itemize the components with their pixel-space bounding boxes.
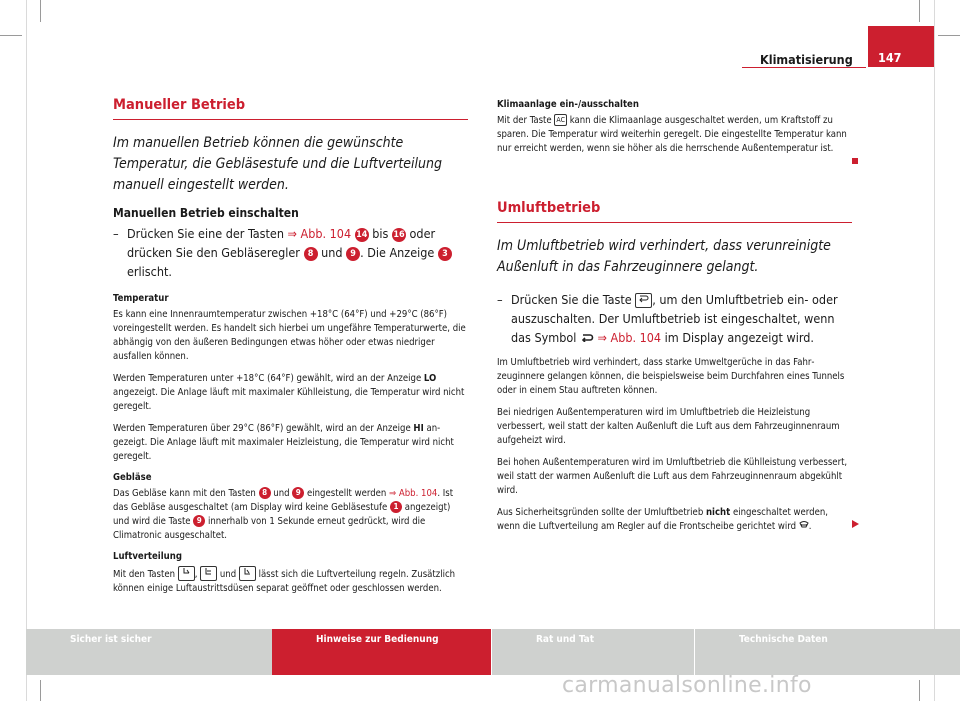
subheading: Manuellen Betrieb einschalten xyxy=(113,206,299,220)
text: Das Gebläse kann mit den Tasten xyxy=(113,488,259,499)
footer-navigation xyxy=(26,629,960,675)
running-header-title: Klimatisierung xyxy=(760,52,853,67)
footer-tab-safety[interactable]: Sicher ist sicher xyxy=(26,629,272,675)
footer-tab-advice[interactable]: Rat und Tat xyxy=(491,629,694,675)
crop-mark xyxy=(40,0,41,22)
ac-key: AC xyxy=(556,116,565,124)
text: und xyxy=(217,569,239,580)
text: Aus Sicherheitsgründen sollte der Umluftbetrieb xyxy=(497,507,706,518)
text: Mit der Taste xyxy=(497,115,555,126)
recirculation-symbol-icon xyxy=(580,330,594,345)
crop-mark xyxy=(938,35,960,36)
fan-paragraph xyxy=(113,487,468,543)
section-end-marker xyxy=(852,158,858,164)
paragraph: Aus Sicherheitsgründen sollte der Umluftbetrieb nicht eingeschaltet werden, wenn die Luftverteilung am Regler auf die Frontscheibe gerichtet wird . xyxy=(497,507,828,532)
air-down-icon xyxy=(239,566,256,581)
section-intro: Im manuellen Betrieb können die gewünschte Temperatur, die Gebläsestufe und die Luftverteilung manuell eingestellt werden. xyxy=(113,135,442,193)
text: oder drücken Sie den Gebläseregler xyxy=(127,226,436,260)
temperature-paragraph-lo xyxy=(113,372,468,414)
crop-mark xyxy=(26,0,27,701)
header-rule xyxy=(742,67,866,68)
footer-tab-technical[interactable]: Technische Daten xyxy=(694,629,960,675)
temperature-paragraph-hi xyxy=(113,422,468,464)
text: eingestellt werden xyxy=(304,488,390,499)
crop-mark xyxy=(934,0,935,701)
callout-number: 3 xyxy=(438,247,452,261)
display-hi: HI xyxy=(413,423,424,434)
text: lässt sich die Luftverteilung regeln. Zusätzlich können einige Luftaustrittsdüsen separat geöffnet oder geschlossen werden. xyxy=(113,569,456,594)
text: innerhalb von 1 Sekunde erneut gedrückt, wird die Climatronic ausgeschaltet. xyxy=(113,516,426,541)
text: . Ist das Gebläse ausgeschaltet (am Display wird keine Gebläsestufe xyxy=(113,488,454,513)
continue-arrow-icon xyxy=(852,520,859,528)
instruction-step xyxy=(113,224,468,281)
text: Werden Temperaturen unter +18°C (64°F) gewählt, wird an der Anzeige xyxy=(113,373,424,384)
right-column xyxy=(497,99,852,534)
paragraph: Im Umluftbetrieb wird verhindert, dass starke Umweltgerüche in das Fahrzeuginnere gelangen können, die beispielsweise beim Durchfahren eines Tunnels oder in einem Stau auftreten können. xyxy=(497,357,845,396)
emphasis: nicht xyxy=(705,507,731,518)
text: , xyxy=(194,569,201,580)
step-dash: – xyxy=(497,292,503,307)
callout-number: 8 xyxy=(304,247,318,261)
text: eingeschaltet werden, wenn die Luftverteilung am Regler auf die Frontscheibe gerichtet wird xyxy=(497,507,828,532)
callout-number: 9 xyxy=(193,515,205,527)
recirculation-key-icon xyxy=(635,293,652,308)
fan-heading: Gebläse xyxy=(113,472,152,483)
text: kann die Klimaanlage ausgeschaltet werden, um Kraftstoff zu sparen. Die Temperatur wird weiterhin geregelt. Die eingestellte Temperatur kann nur erreicht werden, wenn sie höher als die herrschende Außentemperatur ist. xyxy=(497,115,847,154)
callout-number: 1 xyxy=(390,501,402,513)
figure-link[interactable]: ⇒ Abb. 104 xyxy=(287,226,352,241)
text: angezeigt. Die Anlage läuft mit maximaler Heizleistung, die Temperatur wird nicht geregelt. xyxy=(113,423,454,462)
text: angezeigt) und wird die Taste xyxy=(113,502,451,527)
crop-mark xyxy=(0,35,22,36)
text: erlischt. xyxy=(127,264,172,279)
crop-mark xyxy=(919,0,920,22)
callout-number: 14 xyxy=(356,230,368,240)
crop-mark xyxy=(919,680,920,701)
figure-link[interactable]: ⇒ Abb. 104 xyxy=(389,488,438,499)
paragraph: Bei hohen Außentemperaturen wird im Umluftbetrieb die Kühlleistung verbessert, weil statt der warmen Außenluft die Luft aus dem Fahrzeuginnenraum abgekühlt wird. xyxy=(497,457,848,496)
page-number: 147 xyxy=(868,26,934,67)
air-middle-icon xyxy=(200,566,217,581)
section-heading: Manueller Betrieb xyxy=(113,97,468,120)
display-lo: LO xyxy=(423,373,437,384)
section-intro: Im Umluftbetrieb wird verhindert, dass verunreinigte Außenluft in das Fahrzeuginnere gelangt. xyxy=(497,238,831,275)
crop-mark xyxy=(40,680,41,701)
windscreen-icon xyxy=(799,521,809,532)
footer-tab-operation[interactable]: Hinweise zur Bedienung xyxy=(272,629,491,675)
text: angezeigt. Die Anlage läuft mit maximaler Kühlleistung, die Temperatur wird nicht geregelt. xyxy=(113,387,465,412)
temperature-heading: Temperatur xyxy=(113,293,169,304)
text: Drücken Sie die Taste xyxy=(511,292,636,307)
ac-heading: Klimaanlage ein-/ausschalten xyxy=(497,99,639,110)
text: bis xyxy=(368,226,392,241)
air-distribution-paragraph xyxy=(113,566,468,596)
air-up-icon xyxy=(178,566,195,581)
text: . Die Anzeige xyxy=(360,245,438,260)
text: Drücken Sie eine der Tasten xyxy=(127,226,288,241)
text: Mit den Tasten xyxy=(113,569,178,580)
left-column xyxy=(113,97,468,596)
section-heading: Umluftbetrieb xyxy=(497,200,852,223)
paragraph: Bei niedrigen Außentemperaturen wird im Umluftbetrieb die Heizleistung verbessert, weil statt der kalten Außenluft die Luft aus dem Fahrzeuginnenraum aufgeheizt wird. xyxy=(497,407,840,446)
callout-number: 9 xyxy=(346,247,360,261)
ac-paragraph xyxy=(497,114,852,156)
instruction-step xyxy=(497,290,852,347)
temperature-paragraph: Es kann eine Innenraumtemperatur zwischen +18°C (64°F) und +29°C (86°F) voreingestellt werden. Es handelt sich hierbei um ungefähre Temperaturwerte, die abhängig von den äußeren Bedingungen etwas höher oder etwas niedriger ausfallen können. xyxy=(113,309,466,362)
callout-number: 8 xyxy=(259,487,271,499)
figure-link[interactable]: ⇒ Abb. 104 xyxy=(597,330,662,345)
text: und xyxy=(270,488,293,499)
text: und xyxy=(317,245,347,260)
callout-number: 16 xyxy=(393,230,405,240)
air-distribution-heading: Luftverteilung xyxy=(113,551,182,562)
step-dash: – xyxy=(113,226,119,241)
text: Werden Temperaturen über 29°C (86°F) gewählt, wird an der Anzeige xyxy=(113,423,414,434)
text: im Display angezeigt wird. xyxy=(661,330,814,345)
text: , um den Umluftbetrieb ein- oder auszuschalten. Der Umluftbetrieb ist eingeschaltet, wenn das Symbol xyxy=(511,292,838,345)
watermark: carmanualsonline.info xyxy=(562,673,812,698)
callout-number: 9 xyxy=(292,487,304,499)
